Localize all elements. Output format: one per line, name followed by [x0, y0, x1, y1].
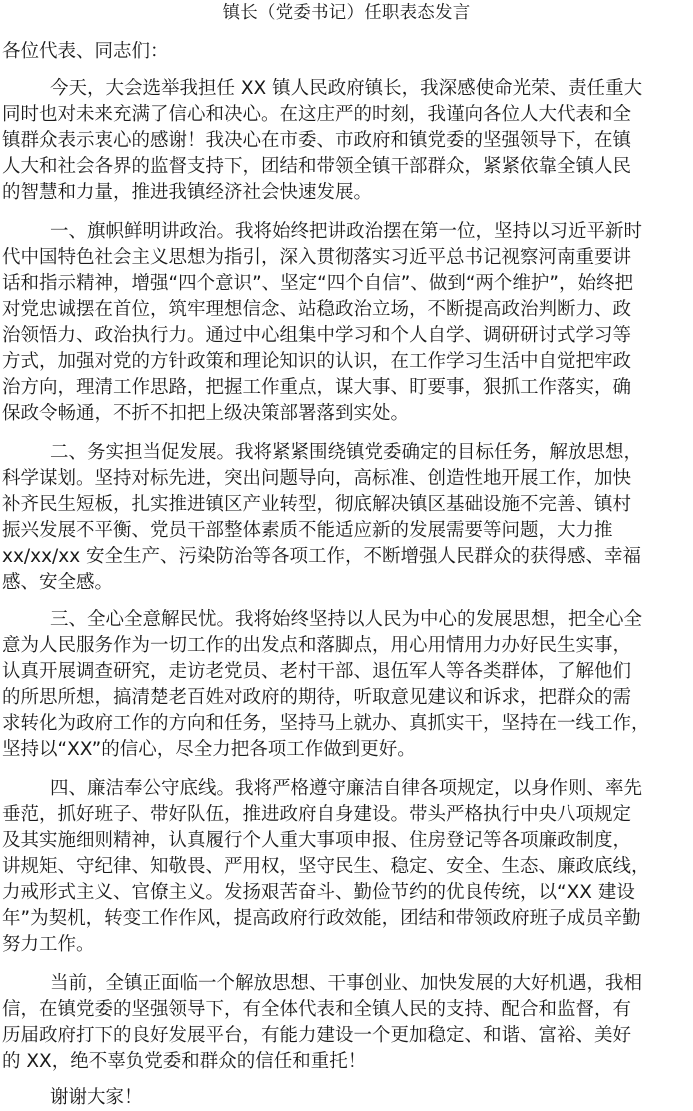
paragraph-line: 坚持以“XX”的信心，尽全力把各项工作做到更好。 [2, 739, 416, 760]
paragraph-line: 今天，大会选举我担任 XX 镇人民政府镇长，我深感使命光荣、责任重大 [50, 78, 643, 99]
paragraph-line: 感、安全感。 [2, 572, 114, 593]
paragraph-line: 信，在镇党委的坚强领导下，有全体代表和全镇人民的支持、配合和监督，有 [2, 999, 632, 1020]
paragraph-line: 讲规矩、守纪律、知敬畏、严用权，坚守民生、稳定、安全、生态、廉政底线， [2, 856, 650, 877]
closing-remark: 谢谢大家！ [50, 1087, 143, 1108]
paragraph-line: 一、旗帜鲜明讲政治。我将始终把讲政治摆在第一位，坚持以习近平新时 [50, 221, 643, 242]
paragraph-line: 力戒形式主义、官僚主义。发扬艰苦奋斗、勤俭节约的优良传统，以“XX 建设 [2, 882, 635, 903]
paragraph-line: 年”为契机，转变工作作风，提高政府行政效能，团结和带领政府班子成员辛勤 [2, 908, 641, 929]
paragraph-line: 代中国特色社会主义思想为指引，深入贯彻落实习近平总书记视察河南重要讲 [2, 247, 632, 268]
paragraph-integrity [2, 776, 691, 958]
paragraph-intro [2, 76, 691, 206]
paragraph-line: 的 XX，绝不辜负党委和群众的信任和重托！ [2, 1051, 367, 1072]
paragraph-line: 意为人民服务作为一切工作的出发点和落脚点，用心用情用力办好民生实事， [2, 635, 632, 656]
paragraph-line: 四、廉洁奉公守底线。我将严格遵守廉洁自律各项规定，以身作则、率先 [50, 778, 643, 799]
paragraph-politics [2, 219, 691, 427]
paragraph-line: 振兴发展不平衡、党员干部整体素质不能适应新的发展需要等问题，大力推 [2, 520, 613, 541]
paragraph-line: 历届政府打下的良好发展平台，有能力建设一个更加稳定、和谐、富裕、美好 [2, 1025, 632, 1046]
paragraph-line: 当前，全镇正面临一个解放思想、干事创业、加快发展的大好机遇，我相 [50, 973, 643, 994]
paragraph-line: 的智慧和力量，推进我镇经济社会快速发展。 [2, 182, 373, 203]
paragraph-people [2, 607, 691, 763]
paragraph-line: 人大和社会各界的监督支持下，团结和带领全镇干部群众，紧紧依靠全镇人民 [2, 156, 632, 177]
paragraph-line: xx/xx/xx 安全生产、污染防治等各项工作，不断增强人民群众的获得感、幸福 [2, 546, 642, 567]
paragraph-line: 科学谋划。坚持对标先进，突出问题导向，高标准、创造性地开展工作，加快 [2, 468, 632, 489]
paragraph-line: 治领悟力、政治执行力。通过中心组集中学习和个人自学、调研研讨式学习等 [2, 325, 632, 346]
paragraph-line: 话和指示精神，增强“四个意识”、坚定“四个自信”、做到“两个维护”，始终把 [2, 273, 634, 294]
paragraph-line: 认真开展调查研究，走访老党员、老村干部、退伍军人等各类群体，了解他们 [2, 661, 632, 682]
paragraph-line: 方式，加强对党的方针政策和理论知识的认识，在工作学习生活中自觉把牢政 [2, 351, 632, 372]
paragraph-line: 保政令畅通，不折不扣把上级决策部署落到实处。 [2, 403, 410, 424]
paragraph-line: 三、全心全意解民忧。我将始终坚持以人民为中心的发展思想，把全心全 [50, 609, 643, 630]
paragraph-line: 求转化为政府工作的方向和任务，坚持马上就办、真抓实干，坚持在一线工作， [2, 713, 650, 734]
document-title: 镇长（党委书记）任职表态发言 [222, 3, 471, 23]
paragraph-conclusion [2, 971, 691, 1075]
paragraph-line: 治方向，理清工作思路，把握工作重点，谋大事、盯要事，狠抓工作落实，确 [2, 377, 632, 398]
greeting: 各位代表、同志们： [2, 41, 169, 62]
paragraph-line: 努力工作。 [2, 934, 95, 955]
paragraph-line: 同时也对未来充满了信心和决心。在这庄严的时刻，我谨向各位人大代表和全 [2, 104, 632, 125]
paragraph-line: 及其实施细则精神，认真履行个人重大事项申报、住房登记等各项廉政制度， [2, 830, 632, 851]
paragraph-line: 对党忠诚摆在首位，筑牢理想信念、站稳政治立场，不断提高政治判断力、政 [2, 299, 632, 320]
paragraph-line: 垂范，抓好班子、带好队伍，推进政府自身建设。带头严格执行中央八项规定 [2, 804, 632, 825]
paragraph-development [2, 440, 691, 596]
paragraph-line: 补齐民生短板，扎实推进镇区产业转型，彻底解决镇区基础设施不完善、镇村 [2, 494, 632, 515]
closing-remark-block [2, 1085, 691, 1111]
paragraph-line: 镇群众表示衷心的感谢！我决心在市委、市政府和镇党委的坚强领导下，在镇 [2, 130, 632, 151]
paragraph-line: 的所思所想，搞清楚老百姓对政府的期待，听取意见建议和诉求，把群众的需 [2, 687, 632, 708]
paragraph-line: 二、务实担当促发展。我将紧紧围绕镇党委确定的目标任务，解放思想， [50, 442, 643, 463]
